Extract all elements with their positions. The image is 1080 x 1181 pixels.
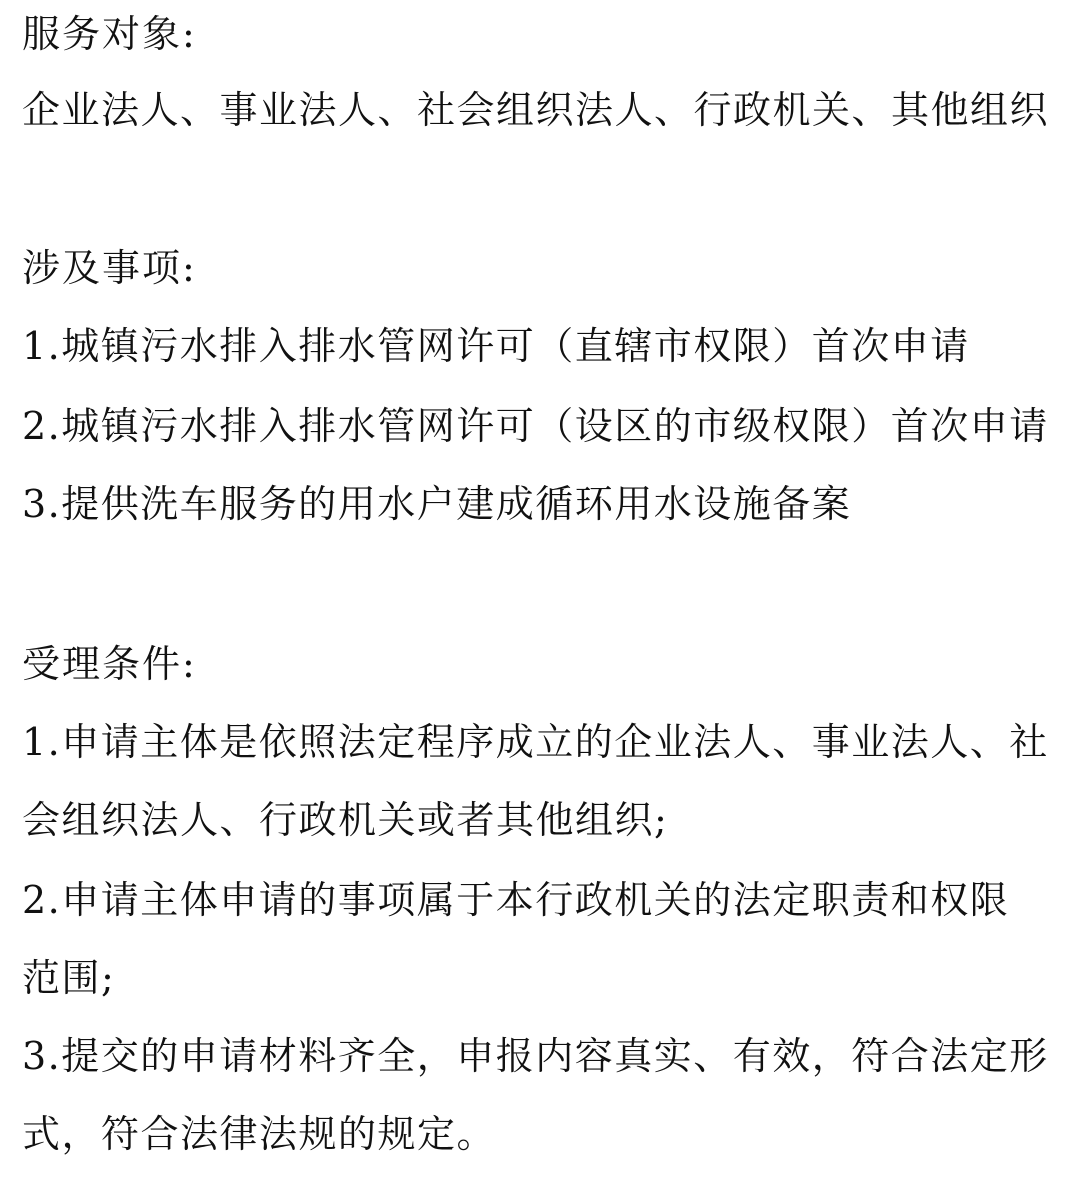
- related-item-2: 2.城镇污水排入排水管网许可（设区的市级权限）首次申请: [22, 404, 1049, 448]
- section-heading-acceptance-conditions: 受理条件:: [22, 642, 197, 686]
- section-heading-related-items: 涉及事项:: [22, 246, 197, 290]
- condition-line-3: 2.申请主体申请的事项属于本行政机关的法定职责和权限: [22, 878, 1010, 922]
- condition-line-6: 式，符合法律法规的规定。: [22, 1112, 497, 1156]
- condition-line-1: 1.申请主体是依照法定程序成立的企业法人、事业法人、社: [22, 720, 1049, 764]
- condition-line-4: 范围;: [22, 956, 116, 1000]
- condition-line-5: 3.提交的申请材料齐全，申报内容真实、有效，符合法定形: [22, 1034, 1049, 1078]
- service-target-text: 企业法人、事业法人、社会组织法人、行政机关、其他组织: [22, 88, 1050, 132]
- condition-line-2: 会组织法人、行政机关或者其他组织;: [22, 798, 669, 842]
- section-heading-service-target: 服务对象:: [22, 12, 197, 56]
- related-item-1: 1.城镇污水排入排水管网许可（直辖市权限）首次申请: [22, 324, 970, 368]
- related-item-3: 3.提供洗车服务的用水户建成循环用水设施备案: [22, 482, 852, 526]
